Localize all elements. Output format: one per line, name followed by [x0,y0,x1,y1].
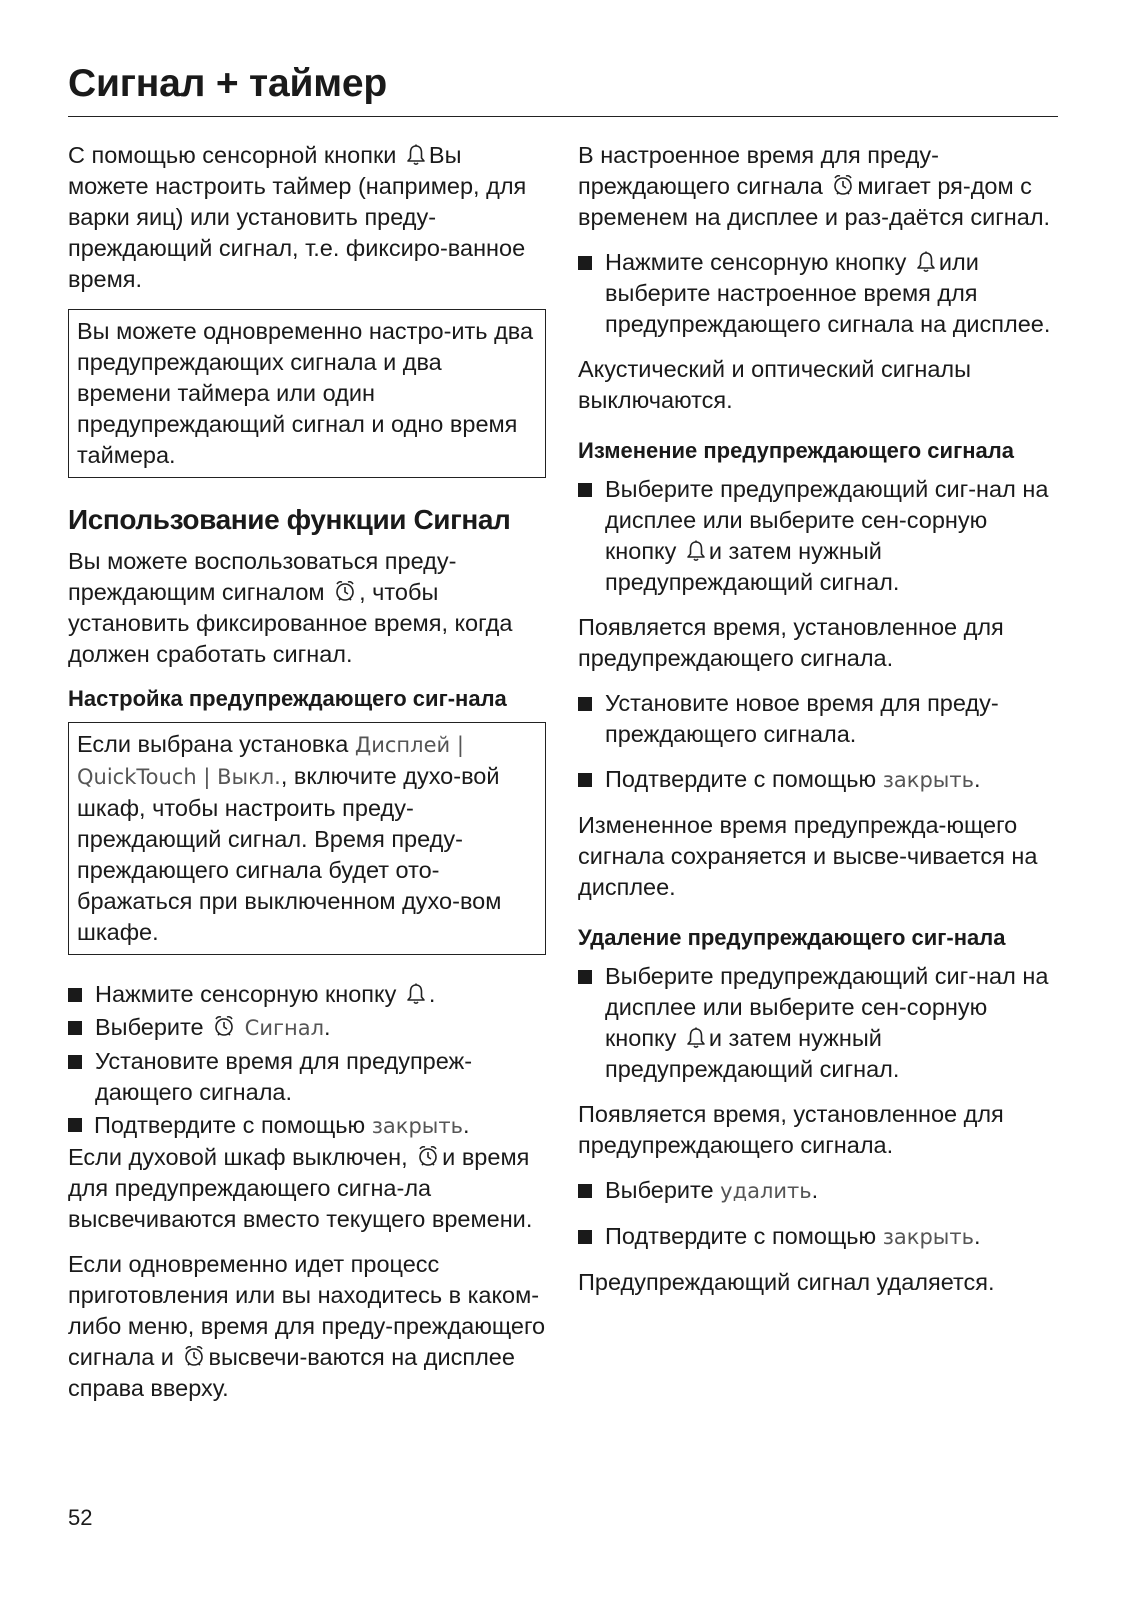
step-press-bell-or-select: Нажмите сенсорную кнопку или выберите настроенное время для предупреждающего сигнала на дисплее. [578,247,1060,340]
bell-icon [916,251,936,273]
bullet-icon [68,1118,82,1132]
step-select-signal-delete: Выберите предупреждающий сиг-нал на дисплее или выберите сен-сорную кнопку и затем нужный предупреждающий сигнал. [578,961,1060,1085]
left-column [68,140,546,1418]
signal-time-paragraph: В настроенное время для преду-преждающего сигнала мигает ря-дом с временем на дисплее и раз-даётся сигнал. [578,142,1051,230]
bell-icon [406,144,426,166]
time-saved-paragraph: Измененное время предупрежда-ющего сигнала сохраняется и высве-чивается на дисплее. [578,812,1038,900]
page-number: 52 [68,1505,93,1530]
bullet-icon [578,256,592,270]
bullet-icon [578,1184,592,1198]
page-title: Сигнал + таймер [68,62,387,105]
section-title-signal: Использование функции Сигнал [68,504,511,535]
display-text-close: закрыть [882,768,974,792]
bullet-icon [578,970,592,984]
bullet-icon [68,1021,82,1035]
bullet-icon [578,483,592,497]
alarm-clock-icon [832,173,854,197]
step-set-time: Установите время для предупреж-дающего сигнала. [68,1046,546,1108]
display-text-close: закрыть [882,1225,974,1249]
subsection-title-delete: Удаление предупреждающего сиг-нала [578,925,1006,950]
info-box-display-mode: Если выбрана установка Дисплей | QuickTouch | Выкл., включите духо-вой шкаф, чтобы настроить преду-преждающий сигнал. Время преду-преждающего сигнала будет ото-бражаться при выключенном духо-вом шкафе. [68,722,546,955]
time-appears-paragraph: Появляется время, установленное для предупреждающего сигнала. [578,614,1004,671]
step-select-signal-change: Выберите предупреждающий сиг-нал на дисплее или выберите сен-сорную кнопку и затем нужный предупреждающий сигнал. [578,474,1060,598]
step-confirm: Подтвердите с помощью закрыть. [68,1110,546,1142]
bell-icon [686,540,706,562]
step-confirm-delete: Подтвердите с помощью закрыть. [578,1221,1060,1253]
bullet-icon [68,1055,82,1069]
display-text-delete: удалить [720,1179,812,1203]
intro-paragraph: С помощью сенсорной кнопки Вы можете настроить таймер (например, для варки яиц) или установить преду-преждающий сигнал, т.е. фиксиро-ванное время. [68,142,527,292]
alarm-clock-icon [417,1144,439,1168]
step-select-delete: Выберите удалить. [578,1175,1060,1207]
subsection-title-setup: Настройка предупреждающего сиг-нала [68,686,507,711]
alarm-clock-icon [183,1344,205,1368]
time-appears-paragraph-2: Появляется время, установленное для предупреждающего сигнала. [578,1101,1004,1158]
title-divider [68,116,1058,117]
bullet-icon [68,988,82,1002]
bullet-icon [578,1230,592,1244]
display-text-signal: Сигнал [244,1016,325,1040]
alarm-clock-icon [334,579,356,603]
step-select-signal: Выберите Сигнал. [68,1012,546,1044]
info-box-timers: Вы можете одновременно настро-ить два предупреждающих сигнала и два времени таймера или один предупреждающий сигнал и одно время таймера. [68,309,546,478]
display-text-close: закрыть [371,1114,463,1138]
signal-deleted-paragraph: Предупреждающий сигнал удаляется. [578,1269,995,1295]
bell-icon [406,983,426,1005]
right-column [578,140,1060,1312]
section-intro: Вы можете воспользоваться преду-преждающим сигналом , чтобы установить фиксированное время, когда должен сработать сигнал. [68,548,513,667]
oven-off-note: Если духовой шкаф выключен, и время для предупреждающего сигна-ла высвечиваются вместо текущего времени. [68,1144,533,1232]
subsection-title-change: Изменение предупреждающего сигнала [578,438,1014,463]
display-text-setting: Дисплей | QuickTouch | Выкл. [77,733,464,789]
bullet-icon [578,697,592,711]
signals-off-paragraph: Акустический и оптический сигналы выключаются. [578,356,972,413]
step-press-bell: Нажмите сенсорную кнопку . [68,979,546,1010]
step-set-new-time: Установите новое время для преду-преждающего сигнала. [578,688,1060,750]
concurrent-process-paragraph: Если одновременно идет процесс приготовления или вы находитесь в каком-либо меню, время для преду-преждающего сигнала и высвечи-ваются на дисплее справа вверху. [68,1251,546,1401]
bullet-icon [578,773,592,787]
step-confirm-change: Подтвердите с помощью закрыть. [578,764,1060,796]
bell-icon [686,1027,706,1049]
alarm-clock-icon [213,1014,235,1038]
